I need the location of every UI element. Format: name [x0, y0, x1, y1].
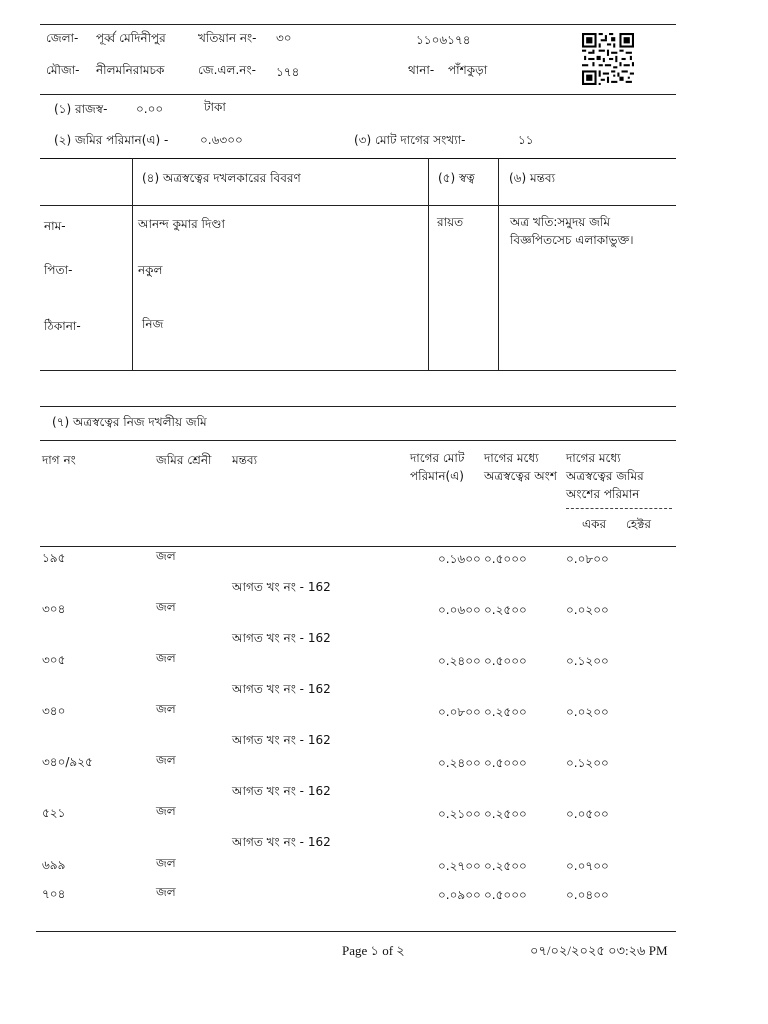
col-share-area-line1: দাগের মধ্যে — [566, 451, 621, 465]
district-value: পূর্ব্ব মেদিনীপুর — [96, 31, 166, 45]
share: ০.৫০০০ — [484, 888, 527, 902]
mouza-label: মৌজা- — [46, 63, 80, 77]
revenue-unit: টাকা — [204, 100, 226, 114]
share-area: ০.০২০০ — [566, 705, 609, 719]
remark-header: (৬) মন্তব্য — [509, 171, 556, 185]
revenue-label: (১) রাজস্ব- — [54, 102, 108, 116]
land-class: জল — [156, 549, 176, 563]
page-indicator: Page ১ of ২ — [342, 943, 405, 958]
col-total-area-line1: দাগের মোট — [410, 451, 465, 465]
revenue-value: ০.০০ — [136, 102, 164, 116]
share: ০.৫০০০ — [484, 654, 527, 668]
total-area: ০.০৬০০ — [438, 603, 481, 617]
incoming-khatian-note: আগত খং নং - 162 — [232, 835, 331, 849]
plot-number: ৬৯৯ — [42, 858, 66, 872]
incoming-khatian-note: আগত খং নং - 162 — [232, 580, 331, 594]
land-class: জল — [156, 600, 176, 614]
incoming-khatian-note: আগত খং নং - 162 — [232, 733, 331, 747]
address-label: ঠিকানা- — [44, 319, 81, 333]
share: ০.২৫০০ — [484, 603, 527, 617]
col-land-class: জমির শ্রেনী — [156, 453, 212, 467]
col-total-area-line2: পরিমান(এ) — [410, 469, 464, 483]
plot-number: ৩৪০ — [42, 704, 66, 718]
thana-value: পাঁশকুড়া — [448, 63, 488, 77]
thana-label: থানা- — [408, 63, 435, 77]
land-class: জল — [156, 753, 176, 767]
district-label: জেলা- — [46, 31, 79, 45]
right-header: (৫) স্বত্ব — [438, 171, 475, 185]
share-area: ০.০৮০০ — [566, 552, 609, 566]
col-share-line2: অত্রস্বত্বের অংশ — [484, 469, 557, 483]
plot-number: ৫২১ — [42, 806, 66, 820]
share: ০.৫০০০ — [484, 552, 527, 566]
share: ০.২৫০০ — [484, 705, 527, 719]
share-area: ০.১২০০ — [566, 654, 609, 668]
incoming-khatian-note: আগত খং নং - 162 — [232, 682, 331, 696]
remark-line-2: বিজ্ঞপিতসেচ এলাকাভুক্ত। — [510, 233, 634, 247]
mouza-value: নীলমনিরামচক — [96, 63, 165, 77]
total-area: ০.১৬০০ — [438, 552, 481, 566]
address-value: নিজ — [142, 317, 164, 331]
land-class: জল — [156, 651, 176, 665]
col-remark: মন্তব্য — [232, 453, 258, 467]
plot-number: ৭০৪ — [42, 887, 66, 901]
owner-name-label: নাম- — [44, 219, 66, 233]
plot-count-label: (৩) মোট দাগের সংখ্যা- — [354, 133, 466, 147]
incoming-khatian-note: আগত খং নং - 162 — [232, 784, 331, 798]
father-label: পিতা- — [44, 263, 73, 277]
share: ০.২৫০০ — [484, 859, 527, 873]
share: ০.২৫০০ — [484, 807, 527, 821]
qr-code-icon — [582, 33, 634, 85]
land-class: জল — [156, 702, 176, 716]
khatian-value: ৩০ — [276, 31, 292, 45]
col-share-line1: দাগের মধ্যে — [484, 451, 539, 465]
print-timestamp: ০৭/০২/২০২৫ ০৩:২৬ PM — [530, 943, 668, 958]
total-area: ০.০৮০০ — [438, 705, 481, 719]
total-area: ০.০৯০০ — [438, 888, 481, 902]
total-area: ০.২১০০ — [438, 807, 481, 821]
land-area-value: ০.৬৩০০ — [200, 133, 243, 147]
col-share-area-line3: অংশের পরিমান — [566, 487, 640, 501]
plot-number: ৩৪০/৯২৫ — [42, 755, 93, 769]
total-area: ০.২৪০০ — [438, 756, 481, 770]
document-number: ১১০৬১৭৪ — [416, 33, 471, 47]
share-area: ০.০৪০০ — [566, 888, 609, 902]
plot-number: ৩০৫ — [42, 653, 66, 667]
remark-line-1: অত্র খতি:সমুদয় জমি — [510, 215, 610, 229]
right-value: রায়ত — [437, 215, 464, 229]
share-area: ০.০৭০০ — [566, 859, 609, 873]
plots-section-title: (৭) অত্রস্বত্বের নিজ দখলীয় জমি — [52, 415, 207, 429]
total-area: ০.২৪০০ — [438, 654, 481, 668]
total-area: ০.২৭০০ — [438, 859, 481, 873]
unit-acre: একর — [582, 517, 607, 531]
land-class: জল — [156, 856, 176, 870]
occupant-details-header: (৪) অত্রস্বত্বের দখলকারের বিবরণ — [142, 171, 301, 185]
father-value: নকুল — [138, 263, 163, 277]
share-area: ০.০৫০০ — [566, 807, 609, 821]
land-class: জল — [156, 804, 176, 818]
land-area-label: (২) জমির পরিমান(এ) - — [54, 133, 169, 147]
plot-number: ৩০৪ — [42, 602, 66, 616]
share-area: ০.০২০০ — [566, 603, 609, 617]
incoming-khatian-note: আগত খং নং - 162 — [232, 631, 331, 645]
land-class: জল — [156, 885, 176, 899]
khatian-label: খতিয়ান নং- — [198, 31, 257, 45]
share-area: ০.১২০০ — [566, 756, 609, 770]
unit-hectare: হেক্টর — [626, 517, 652, 531]
plot-count-value: ১১ — [518, 133, 534, 147]
jl-value: ১৭৪ — [276, 65, 300, 79]
owner-name-value: আনন্দ কুমার দিণ্ডা — [138, 217, 225, 231]
share: ০.৫০০০ — [484, 756, 527, 770]
plot-number: ১৯৫ — [42, 551, 66, 565]
col-plot-number: দাগ নং — [42, 453, 76, 467]
col-share-area-line2: অত্রস্বত্বের জমির — [566, 469, 644, 483]
jl-label: জে.এল.নং- — [198, 63, 256, 77]
